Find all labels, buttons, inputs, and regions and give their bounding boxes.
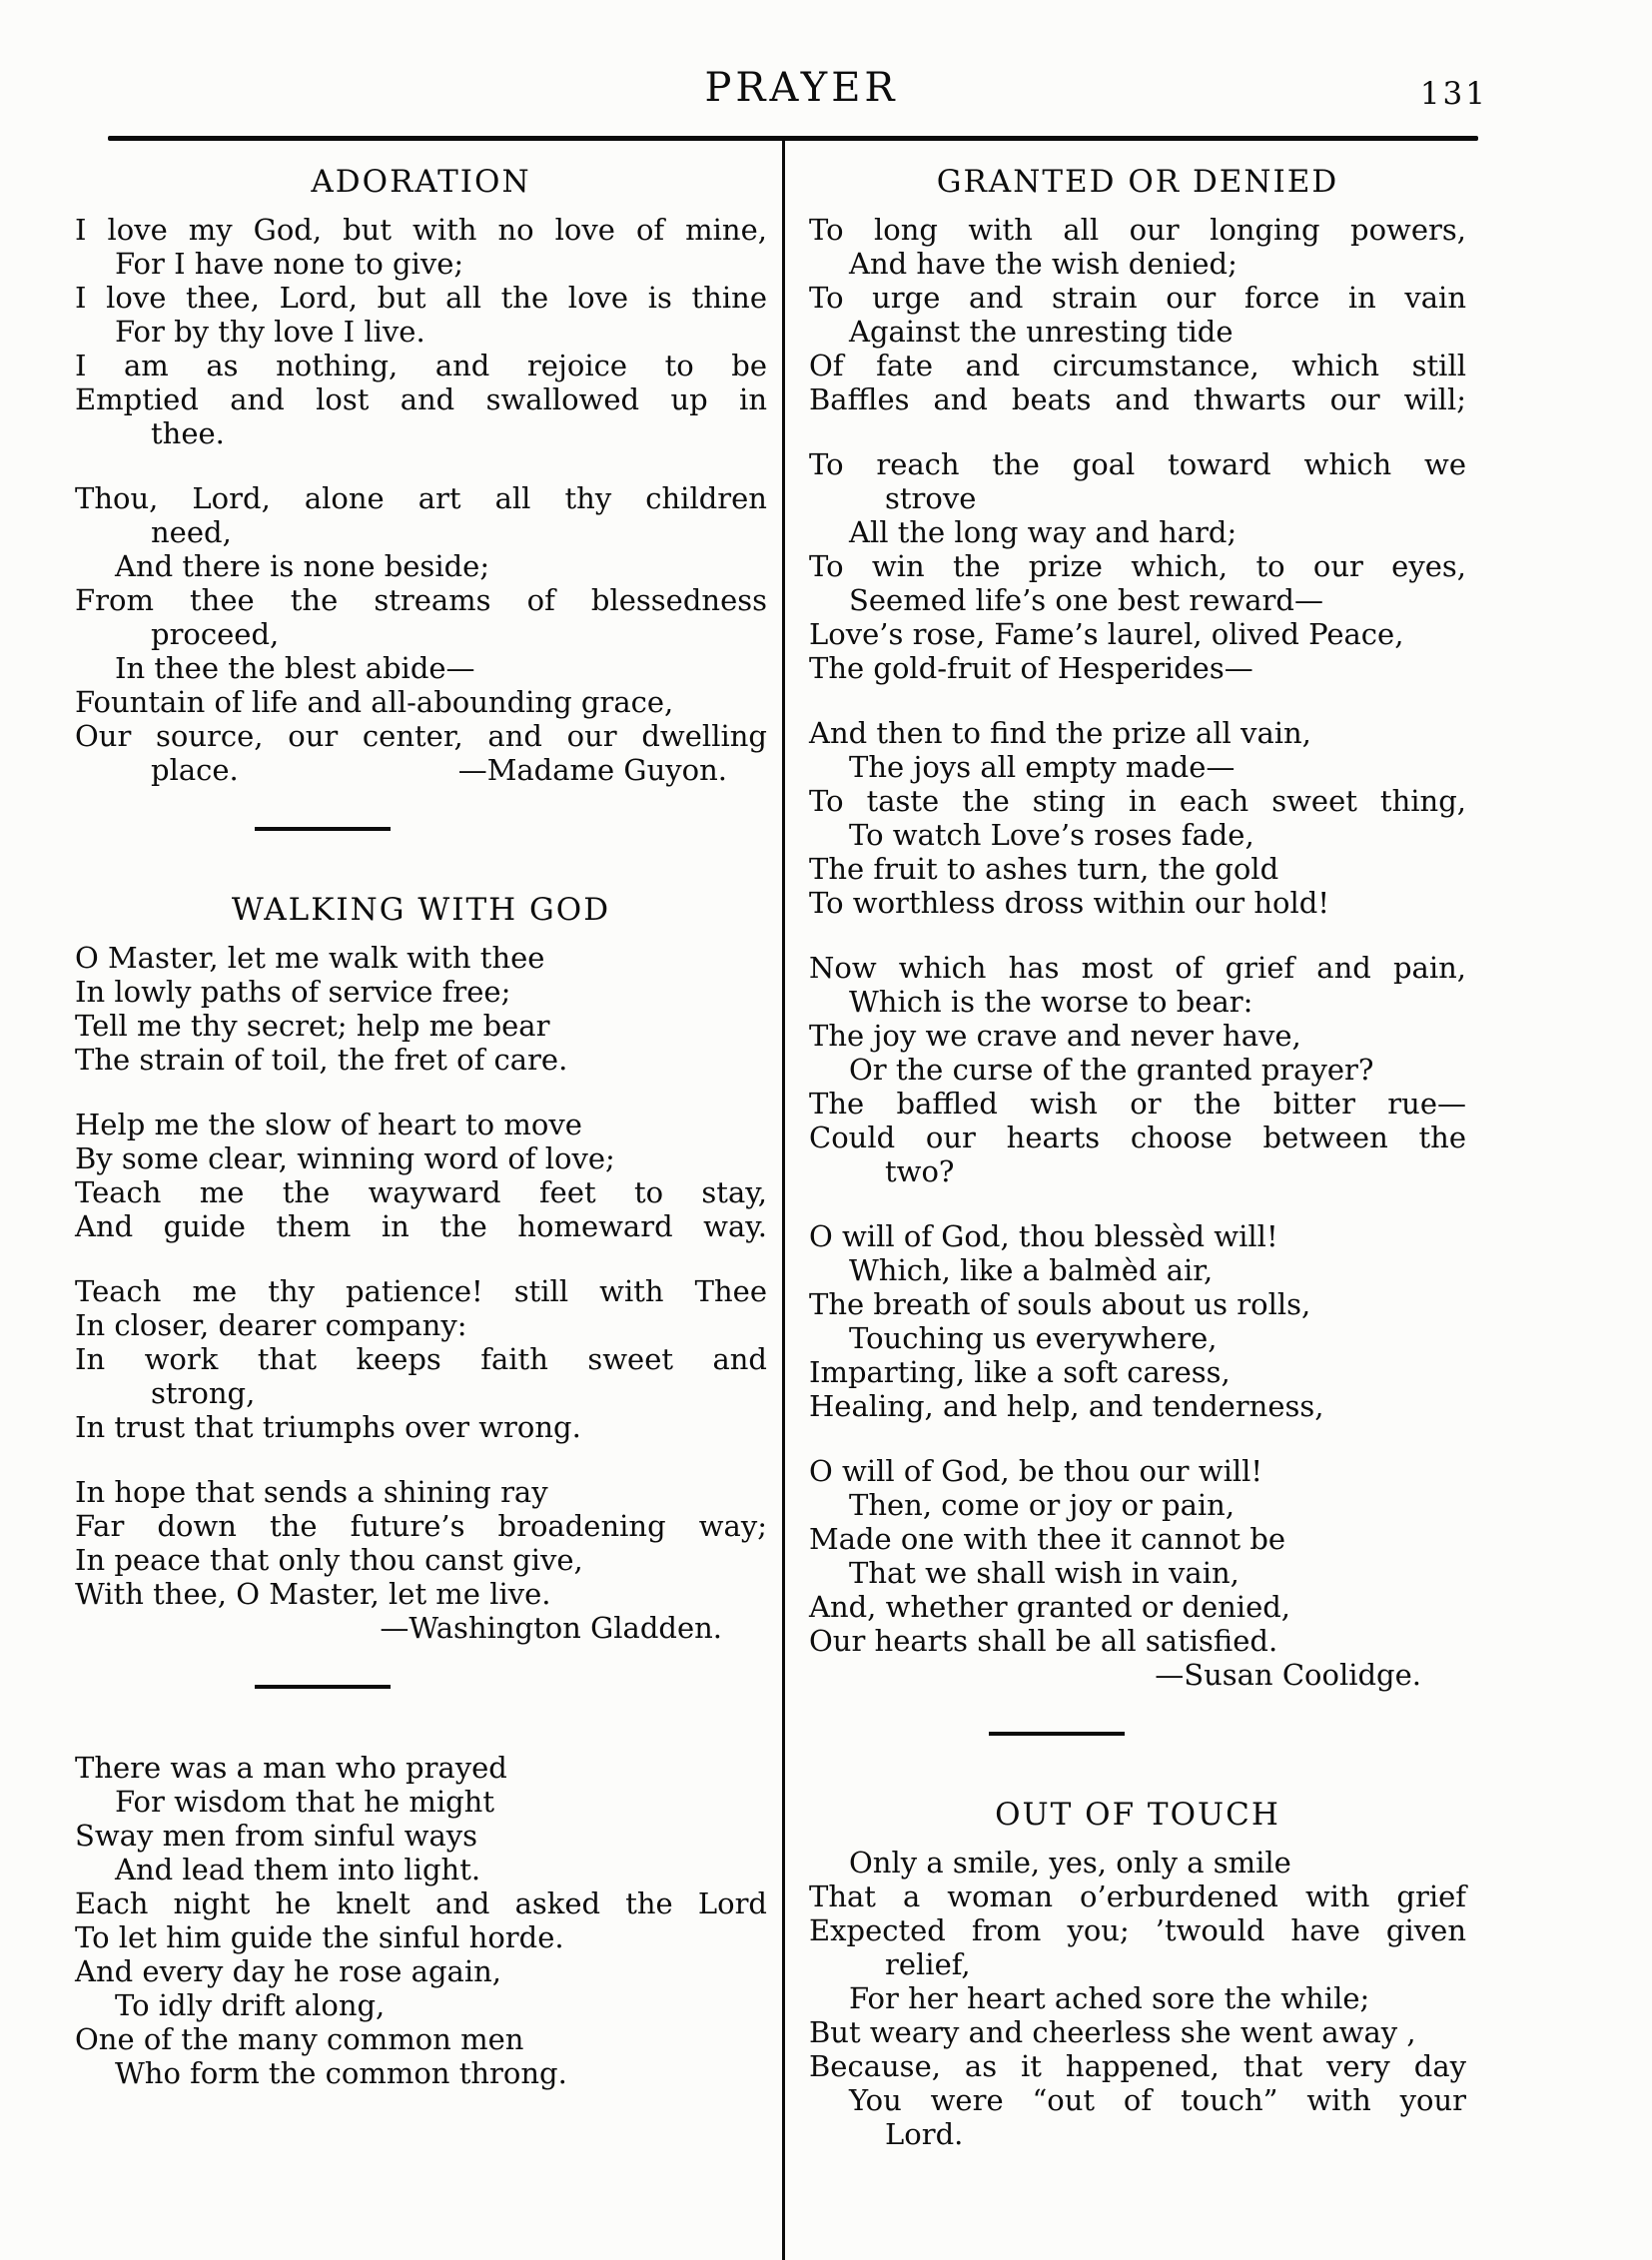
poem-line-text: O will of God, thou blessèd will! [809, 1219, 1278, 1253]
poem-line-text: The gold-fruit of Hesperides— [809, 651, 1253, 685]
poem-line-text: The fruit to ashes turn, the gold [809, 852, 1279, 886]
poem-line-text: need, [151, 515, 232, 549]
poem-line-text: In thee the blest abide— [115, 651, 475, 685]
poem-line-text: strong, [151, 1376, 256, 1410]
poem-line-text: And then to find the prize all vain, [809, 716, 1311, 750]
poem-line-text: Help me the slow of heart to move [75, 1108, 582, 1141]
poem-line-text: In lowly paths of service free; [75, 975, 511, 1009]
poem-line-text: To watch Love’s roses fade, [849, 818, 1254, 852]
poem-line [809, 315, 1466, 349]
attribution: —Madame Guyon. [457, 753, 727, 787]
poem-line [809, 1121, 1466, 1154]
poem-line [809, 1389, 1466, 1423]
poem-line [75, 315, 767, 349]
poem-line-text: To win the prize which, to our eyes, [809, 549, 1466, 583]
poem-line-text: Our hearts shall be all satisfied. [809, 1624, 1278, 1658]
header-rule [108, 136, 1478, 141]
poem-line [809, 549, 1466, 583]
poem-line-text: Touching us everywhere, [849, 1321, 1218, 1355]
poem-line-text: —Washington Gladden. [380, 1611, 722, 1645]
poem-line-text: In trust that triumphs over wrong. [75, 1410, 581, 1444]
poem-line-text: All the long way and hard; [849, 515, 1238, 549]
poem-line [809, 1154, 1466, 1188]
poem-line-text: O will of God, be thou our will! [809, 1454, 1263, 1488]
poem-line-text: Could our hearts choose between the [809, 1121, 1466, 1154]
poem-line-text: proceed, [151, 617, 280, 651]
poem [75, 1751, 767, 2090]
poem [809, 165, 1466, 1692]
poem-line [809, 1846, 1466, 1880]
poem-line [75, 2022, 767, 2056]
poem-line-text: I love thee, Lord, but all the love is thine [75, 281, 767, 315]
stanza [75, 1274, 767, 1444]
poem-line [809, 1019, 1466, 1053]
poem-line-text: For by thy love I live. [115, 315, 425, 349]
poem-line [75, 1274, 767, 1308]
poem-line-text: O Master, let me walk with thee [75, 941, 545, 975]
poem-line [809, 2083, 1466, 2117]
poem-line [809, 1556, 1466, 1590]
poem-line [75, 1509, 767, 1543]
stanza [809, 1846, 1466, 2151]
poem-line [809, 247, 1466, 281]
poem-line-text: Only a smile, yes, only a smile [849, 1846, 1291, 1880]
poem-line [75, 1819, 767, 1853]
poem-line [809, 1590, 1466, 1624]
poem-divider [255, 827, 391, 831]
poem-line-text: In closer, dearer company: [75, 1308, 467, 1342]
poem-line-text: Sway men from sinful ways [75, 1819, 478, 1853]
page-number: 131 [1419, 76, 1488, 112]
poem-line [809, 447, 1466, 481]
poem-line-text: With thee, O Master, let me live. [75, 1577, 551, 1611]
poem-line [75, 1886, 767, 1920]
poem-line [75, 1543, 767, 1577]
poem-line-text: Expected from you; ’twould have given [809, 1913, 1466, 1947]
poem-line [75, 1954, 767, 1988]
poem-line [75, 753, 767, 787]
poem-line [809, 985, 1466, 1019]
poem-line-text: To reach the goal toward which we [809, 447, 1466, 481]
poem-line [809, 481, 1466, 515]
poem-line-text: Healing, and help, and tenderness, [809, 1389, 1324, 1423]
poem-line-text: Who form the common throng. [115, 2056, 567, 2090]
poem-line [75, 481, 767, 515]
poem-line-text: One of the many common men [75, 2022, 524, 2056]
poem-line-text: strove [885, 481, 977, 515]
poem-line-text: Teach me thy patience! still with Thee [75, 1274, 767, 1308]
poem-line-text: To idly drift along, [115, 1988, 386, 2022]
poem-line-text: To let him guide the sinful horde. [75, 1920, 564, 1954]
poem-line [809, 1913, 1466, 1947]
poem [809, 1798, 1466, 2151]
poem-line [75, 213, 767, 247]
poem-line [809, 818, 1466, 852]
poem-line [809, 281, 1466, 315]
poem-line [809, 2015, 1466, 2049]
poem-line-text: And, whether granted or denied, [809, 1590, 1291, 1624]
poem-line-text: —Susan Coolidge. [1155, 1658, 1421, 1692]
poem-line [809, 1624, 1466, 1658]
poem-line-text: For wisdom that he might [115, 1785, 495, 1819]
poem-line-text: Teach me the wayward feet to stay, [75, 1175, 767, 1209]
poem-line [809, 1981, 1466, 2015]
poem-line [75, 1785, 767, 1819]
poem-line [809, 1087, 1466, 1121]
poem-line [809, 1522, 1466, 1556]
column-divider-rule [782, 141, 785, 2260]
poem-line [75, 2056, 767, 2090]
poem-line-text: The baffled wish or the bitter rue— [809, 1087, 1466, 1121]
page-title: PRAYER [704, 65, 899, 111]
poem-line [75, 1577, 767, 1611]
poem-line [75, 1853, 767, 1886]
poem-line-text: Love’s rose, Fame’s laurel, olived Peace, [809, 617, 1404, 651]
poem-line-text: I love my God, but with no love of mine, [75, 213, 767, 247]
poem-line-text: By some clear, winning word of love; [75, 1141, 615, 1175]
poem-line [809, 515, 1466, 549]
poem-line [75, 719, 767, 753]
column-left [75, 165, 767, 2090]
poem-line [809, 382, 1466, 416]
poem-divider [989, 1732, 1125, 1736]
poem-title: ADORATION [311, 164, 531, 200]
stanza [75, 481, 767, 787]
stanza [809, 1219, 1466, 1423]
poem-line [75, 651, 767, 685]
poem-line [809, 1454, 1466, 1488]
stanza [809, 716, 1466, 920]
stanza [809, 213, 1466, 416]
poem-line [809, 750, 1466, 784]
poem-line [75, 1475, 767, 1509]
poem-line-text: Lord. [885, 2117, 964, 2151]
poem-line-text: To taste the sting in each sweet thing, [809, 784, 1466, 818]
poem-line-text: In hope that sends a shining ray [75, 1475, 548, 1509]
poem-line-text: And guide them in the homeward way. [75, 1209, 767, 1243]
poem-line-text: Because, as it happened, that very day [809, 2049, 1466, 2083]
poem-line-text: Imparting, like a soft caress, [809, 1355, 1231, 1389]
stanza [75, 941, 767, 1077]
poem-line [75, 583, 767, 617]
poem-line [809, 886, 1466, 920]
poem-line [809, 651, 1466, 685]
poem-line-text: Now which has most of grief and pain, [809, 951, 1466, 985]
poem-line [75, 1308, 767, 1342]
poem-line-text: To worthless dross within our hold! [809, 886, 1329, 920]
poem-line [75, 685, 767, 719]
poem-line-text: Tell me thy secret; help me bear [75, 1009, 550, 1043]
poem-line-text: Seemed life’s one best reward— [849, 583, 1323, 617]
column-right [809, 165, 1466, 2151]
poem-line [809, 1488, 1466, 1522]
stanza [75, 1475, 767, 1645]
poem-line [809, 716, 1466, 750]
poem-line [809, 1253, 1466, 1287]
poem-line-text: In peace that only thou canst give, [75, 1543, 583, 1577]
poem-line-text: Made one with thee it cannot be [809, 1522, 1286, 1556]
poem-line-text: You were “out of touch” with your [849, 2083, 1466, 2117]
poem-line-text: And every day he rose again, [75, 1954, 501, 1988]
poem [75, 893, 767, 1645]
poem-line [75, 515, 767, 549]
poem-line [75, 382, 767, 416]
poem-line-text: Then, come or joy or pain, [849, 1488, 1236, 1522]
poem-line [75, 941, 767, 975]
poem-line [75, 1175, 767, 1209]
poem-line-text: Which is the worse to bear: [849, 985, 1253, 1019]
poem-line-text: The joy we crave and never have, [809, 1019, 1301, 1053]
stanza [75, 1751, 767, 2090]
poem-line-text: And there is none beside; [115, 549, 490, 583]
poem-line-text: I am as nothing, and rejoice to be [75, 349, 767, 382]
poem-line [75, 349, 767, 382]
poem-line [75, 617, 767, 651]
poem-line [75, 1988, 767, 2022]
poem-line-text: Against the unresting tide [849, 315, 1234, 349]
attribution-line [75, 1611, 767, 1645]
poem-line-text: Far down the future’s broadening way; [75, 1509, 767, 1543]
poem-line-text: Thou, Lord, alone art all thy children [75, 481, 767, 515]
poem-line [75, 549, 767, 583]
poem-line [75, 1209, 767, 1243]
poem-line-text: two? [885, 1154, 955, 1188]
poem-divider [255, 1685, 391, 1689]
stanza [809, 1454, 1466, 1692]
poem-line [75, 416, 767, 450]
poem-line-text: thee. [151, 416, 225, 450]
poem [75, 165, 767, 787]
poem-line-text: To long with all our longing powers, [809, 213, 1466, 247]
poem-line [809, 1355, 1466, 1389]
stanza [75, 1108, 767, 1243]
poem-line [809, 2049, 1466, 2083]
poem-line [75, 1009, 767, 1043]
poem-line-text: From thee the streams of blessedness [75, 583, 767, 617]
stanza [809, 447, 1466, 685]
poem-line-text: And have the wish denied; [849, 247, 1238, 281]
poem-line [75, 1141, 767, 1175]
poem-line [75, 247, 767, 281]
poem-line [75, 281, 767, 315]
poem-line-text: That we shall wish in vain, [849, 1556, 1239, 1590]
poem-line-text: Or the curse of the granted prayer? [849, 1053, 1374, 1087]
poem-line-text: Our source, our center, and our dwelling [75, 719, 767, 753]
poem-line-text: Baffles and beats and thwarts our will; [809, 382, 1466, 416]
poem-line [809, 617, 1466, 651]
poem-line-text: Of fate and circumstance, which still [809, 349, 1466, 382]
stanza [75, 213, 767, 450]
poem-line [75, 1376, 767, 1410]
poem-line [809, 852, 1466, 886]
poem-line-text: There was a man who prayed [75, 1751, 507, 1785]
poem-line-text: Fountain of life and all-abounding grace, [75, 685, 674, 719]
poem-line [809, 784, 1466, 818]
poem-line-text: But weary and cheerless she went away , [809, 2015, 1416, 2049]
poem-line [809, 951, 1466, 985]
poem-line-text: place. [151, 753, 239, 787]
poem-line [809, 1287, 1466, 1321]
poem-line [809, 349, 1466, 382]
poem-line [809, 1947, 1466, 1981]
poem-line-text: relief, [885, 1947, 971, 1981]
poem-line [809, 1219, 1466, 1253]
poem-line-text: And lead them into light. [115, 1853, 481, 1886]
poem-line-text: That a woman o’erburdened with grief [809, 1880, 1466, 1913]
poem-line [75, 1410, 767, 1444]
poem-line-text: The breath of souls about us rolls, [809, 1287, 1311, 1321]
poem-line [75, 1342, 767, 1376]
poem-line [75, 1751, 767, 1785]
poem-line [75, 1920, 767, 1954]
poem-line [809, 1880, 1466, 1913]
poem-line [809, 2117, 1466, 2151]
poem-line [809, 1053, 1466, 1087]
poem-line-text: To urge and strain our force in vain [809, 281, 1466, 315]
poem-title: WALKING WITH GOD [231, 892, 611, 928]
poem-line-text: For I have none to give; [115, 247, 464, 281]
poem-line [809, 213, 1466, 247]
poem-line [75, 1108, 767, 1141]
poem-line-text: Emptied and lost and swallowed up in [75, 382, 767, 416]
poem-line [809, 1321, 1466, 1355]
poem-line-text: In work that keeps faith sweet and [75, 1342, 767, 1376]
poem-line-text: Which, like a balmèd air, [849, 1253, 1214, 1287]
poem-line [75, 1043, 767, 1077]
poem-line-text: Each night he knelt and asked the Lord [75, 1886, 767, 1920]
poem-line [75, 975, 767, 1009]
poem-line-text: For her heart ached sore the while; [849, 1981, 1370, 2015]
poem-line-text: The strain of toil, the fret of care. [75, 1043, 568, 1077]
poem-line [809, 583, 1466, 617]
poem-line-text: The joys all empty made— [849, 750, 1236, 784]
stanza [809, 951, 1466, 1188]
poem-title: OUT OF TOUCH [995, 1797, 1280, 1833]
poem-title: GRANTED OR DENIED [936, 164, 1339, 200]
attribution-line [809, 1658, 1466, 1692]
